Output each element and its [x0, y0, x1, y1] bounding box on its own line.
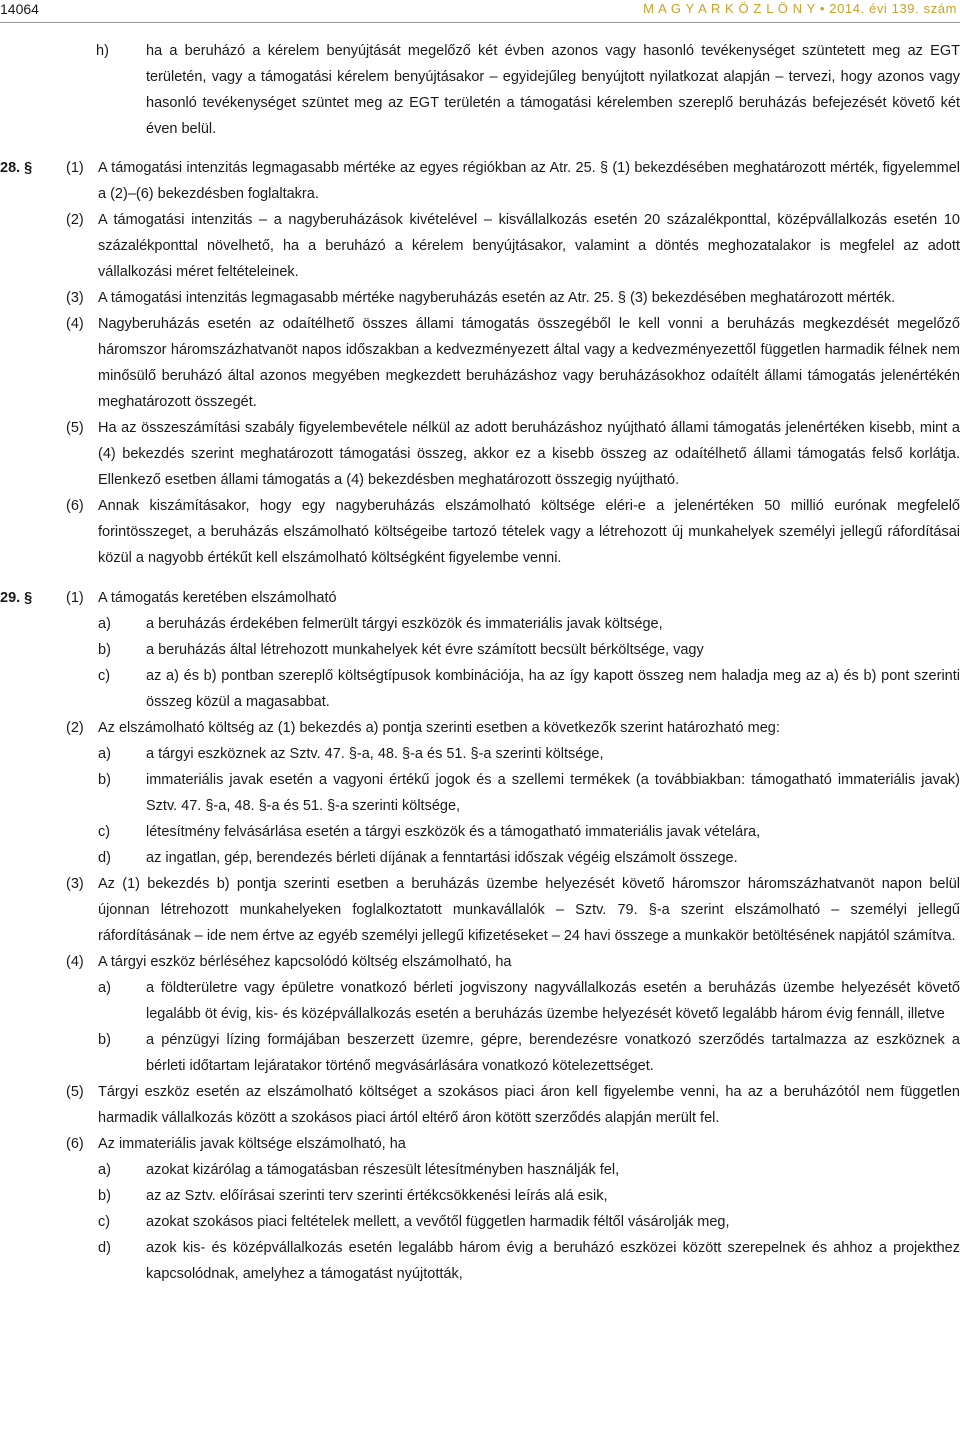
item-text: az a) és b) pontban szereplő költségtípusok kombinációja, ha az így kapott összeg nem haladja meg az a) és b) pont szerinti összeg közül a magasabbat.	[146, 668, 960, 710]
paragraph-number: (1)	[66, 160, 84, 176]
section-number: 29. §	[0, 590, 33, 606]
list-item	[0, 975, 960, 1027]
item-text: immateriális javak esetén a vagyoni értékű jogok és a szellemi termékek (a továbbiakban: támogatható immateriális javak) Sztv. 47. §-a, 48. §-a és 51. §-a szerinti költsége,	[146, 772, 960, 814]
paragraph-text: A támogatási intenzitás – a nagyberuházások kivételével – kisvállalkozás esetén 20 százalékponttal, középvállalkozás esetén 10 százalékponttal növelhető, ha a beruházó a kérelem benyújtásakor, valamint a döntés meghozatalakor is megfelel az adott vállalkozási méret feltételeinek.	[98, 212, 960, 280]
paragraph-number: (3)	[66, 876, 84, 892]
list-item	[0, 637, 960, 663]
paragraph	[0, 493, 960, 571]
section-28	[0, 155, 960, 571]
paragraph	[0, 871, 960, 949]
list-item	[0, 1209, 960, 1235]
paragraph	[0, 415, 960, 493]
list-item	[0, 1157, 960, 1183]
paragraph	[0, 207, 960, 285]
item-text: azokat kizárólag a támogatásban részesült létesítményben használják fel,	[146, 1162, 620, 1178]
page-number: 14064	[0, 1, 39, 17]
paragraph-text: Az (1) bekezdés b) pontja szerinti esetben a beruházás üzembe helyezését követő háromszor háromszázhatvanöt napon belül újonnan létrehozott munkahelyeken foglalkoztatott munkavállalók – Sztv. 79. §-a szerint elszámolható – személyi jellegű ráfordításának – ide nem értve az egyéb személyi jellegű kifizetéseket – 24 havi összege a munkakör betöltésének napjától számítva.	[98, 876, 960, 944]
paragraph	[0, 285, 960, 311]
paragraph-number: (4)	[66, 954, 84, 970]
list-item	[0, 1183, 960, 1209]
list-item	[0, 611, 960, 637]
item-label: b)	[98, 1188, 111, 1204]
item-label: a)	[98, 1162, 111, 1178]
paragraph-number: (2)	[66, 720, 84, 736]
item-label: a)	[98, 980, 111, 996]
item-text: a beruházás érdekében felmerült tárgyi eszközök és immateriális javak költsége,	[146, 616, 663, 632]
list-item	[0, 767, 960, 819]
item-text: azokat szokásos piaci feltételek mellett, a vevőtől független harmadik féltől vásárolják meg,	[146, 1214, 730, 1230]
list-item	[0, 845, 960, 871]
paragraph	[0, 585, 960, 611]
paragraph	[0, 155, 960, 207]
paragraph-number: (4)	[66, 316, 84, 332]
item-label: a)	[98, 746, 111, 762]
paragraph	[0, 311, 960, 415]
item-label: d)	[98, 1240, 111, 1256]
item-label: b)	[98, 1032, 111, 1048]
paragraph-number: (6)	[66, 498, 84, 514]
paragraph	[0, 949, 960, 975]
item-label: c)	[98, 668, 111, 684]
item-text: a pénzügyi lízing formájában beszerzett üzemre, gépre, berendezésre vonatkozó szerződés tartalmazza az eszköznek a bérleti időtartam lejáratakor történő megvásárlására vonatkozó kötelezettséget.	[146, 1032, 960, 1074]
document-body	[0, 38, 960, 1287]
paragraph-text: A tárgyi eszköz bérléséhez kapcsolódó költség elszámolható, ha	[98, 954, 512, 970]
list-item	[0, 819, 960, 845]
item-text: ha a beruházó a kérelem benyújtását megelőző két évben azonos vagy hasonló tevékenységet szüntetett meg az EGT területén, vagy a támogatási kérelem benyújtásakor – egyidejűleg benyújtott nyilatkozat alapján – tervezi, hogy azonos vagy hasonló tevékenységet szüntet meg az EGT területén a támogatási kérelemben szereplő beruházás befejezését követő két éven belül.	[146, 43, 960, 137]
paragraph-number: (3)	[66, 290, 84, 306]
item-label: a)	[98, 616, 111, 632]
list-item	[0, 38, 960, 142]
paragraph-text: Tárgyi eszköz esetén az elszámolható költséget a szokásos piaci áron kell figyelembe venni, ha az a beruházótól nem független harmadik vállalkozás között a szokásos piaci ártól eltérő áron kötött szerződés alapján merült fel.	[98, 1084, 960, 1126]
paragraph	[0, 1131, 960, 1157]
item-text: a földterületre vagy épületre vonatkozó bérleti jogviszony nagyvállalkozás esetén a beruházás üzembe helyezését követő legalább öt évig, kis- és középvállalkozás esetén a beruházás üzembe helyezését követő legalább három évig fennáll, illetve	[146, 980, 960, 1022]
paragraph	[0, 1079, 960, 1131]
paragraph	[0, 715, 960, 741]
item-text: azok kis- és középvállalkozás esetén legalább három évig a beruházó eszközei között szerepelnek és ahhoz a projekthez kapcsolódnak, amelyhez a támogatást nyújtották,	[146, 1240, 960, 1282]
item-text: az az Sztv. előírásai szerinti terv szerinti értékcsökkenési leírás alá esik,	[146, 1188, 608, 1204]
list-item	[0, 741, 960, 767]
item-text: az ingatlan, gép, berendezés bérleti díjának a fenntartási időszak végéig elszámolt összege.	[146, 850, 738, 866]
item-text: a tárgyi eszköznek az Sztv. 47. §-a, 48. §-a és 51. §-a szerinti költsége,	[146, 746, 604, 762]
item-label: c)	[98, 824, 111, 840]
paragraph-text: A támogatási intenzitás legmagasabb mértéke az egyes régiókban az Atr. 25. § (1) bekezdésében meghatározott mérték, figyelemmel a (2)–(6) bekezdésben foglaltakra.	[98, 160, 960, 202]
paragraph-text: Annak kiszámításakor, hogy egy nagyberuházás elszámolható költsége eléri-e a jelenértéken 50 millió eurónak megfelelő forintösszeget, a beruházás elszámolható költségeibe tartozó tételek vagy a létrehozott új munkahelyek személyi jellegű ráfordításai közül a nagyobb értékűt kell elszámolható költségként figyelembe venni.	[98, 498, 960, 566]
item-text: a beruházás által létrehozott munkahelyek két évre számított becsült bérköltsége, vagy	[146, 642, 704, 658]
item-label: d)	[98, 850, 111, 866]
section-number: 28. §	[0, 160, 33, 176]
paragraph-number: (5)	[66, 1084, 84, 1100]
list-item	[0, 663, 960, 715]
item-text: létesítmény felvásárlása esetén a tárgyi eszközök és a támogatható immateriális javak vételára,	[146, 824, 761, 840]
section-29	[0, 585, 960, 1287]
item-label: c)	[98, 1214, 111, 1230]
list-item	[0, 1027, 960, 1079]
item-label: b)	[98, 642, 111, 658]
list-item	[0, 1235, 960, 1287]
item-label: b)	[98, 772, 111, 788]
item-label: h)	[96, 43, 109, 59]
paragraph-text: Nagyberuházás esetén az odaítélhető összes állami támogatás összegéből le kell vonni a beruházás megkezdését megelőző háromszor háromszázhatvanöt napos időszakban a kedvezményezett által vagy a kedvezményezettől független harmadik félnek nem minősülő beruházó által azonos megyében megkezdett beruházáshoz vagy beruházásokhoz odaítélt állami támogatás jelenértékén meghatározott összegét.	[98, 316, 960, 410]
paragraph-text: Az elszámolható költség az (1) bekezdés a) pontja szerinti esetben a következők szerint határozható meg:	[98, 720, 780, 736]
paragraph-text: A támogatás keretében elszámolható	[98, 590, 337, 606]
paragraph-number: (1)	[66, 590, 84, 606]
paragraph-text: Ha az összeszámítási szabály figyelembevétele nélkül az adott beruházáshoz nyújtható állami támogatás jelenértéken kisebb, mint a (4) bekezdés szerint meghatározott támogatási összeg, akkor ez a kisebb összeg az odaítélhető állami támogatás felső korlátja. Ellenkező esetben állami támogatás a (4) bekezdésben meghatározott összegig nyújtható.	[98, 420, 960, 488]
paragraph-number: (6)	[66, 1136, 84, 1152]
paragraph-text: A támogatási intenzitás legmagasabb mértéke nagyberuházás esetén az Atr. 25. § (3) bekezdésében meghatározott mérték.	[98, 290, 896, 306]
paragraph-text: Az immateriális javak költsége elszámolható, ha	[98, 1136, 406, 1152]
journal-title: M A G Y A R K Ö Z L Ö N Y • 2014. évi 139. szám	[643, 1, 957, 16]
page-header	[0, 0, 960, 22]
paragraph-number: (2)	[66, 212, 84, 228]
header-divider	[0, 22, 960, 23]
paragraph-number: (5)	[66, 420, 84, 436]
